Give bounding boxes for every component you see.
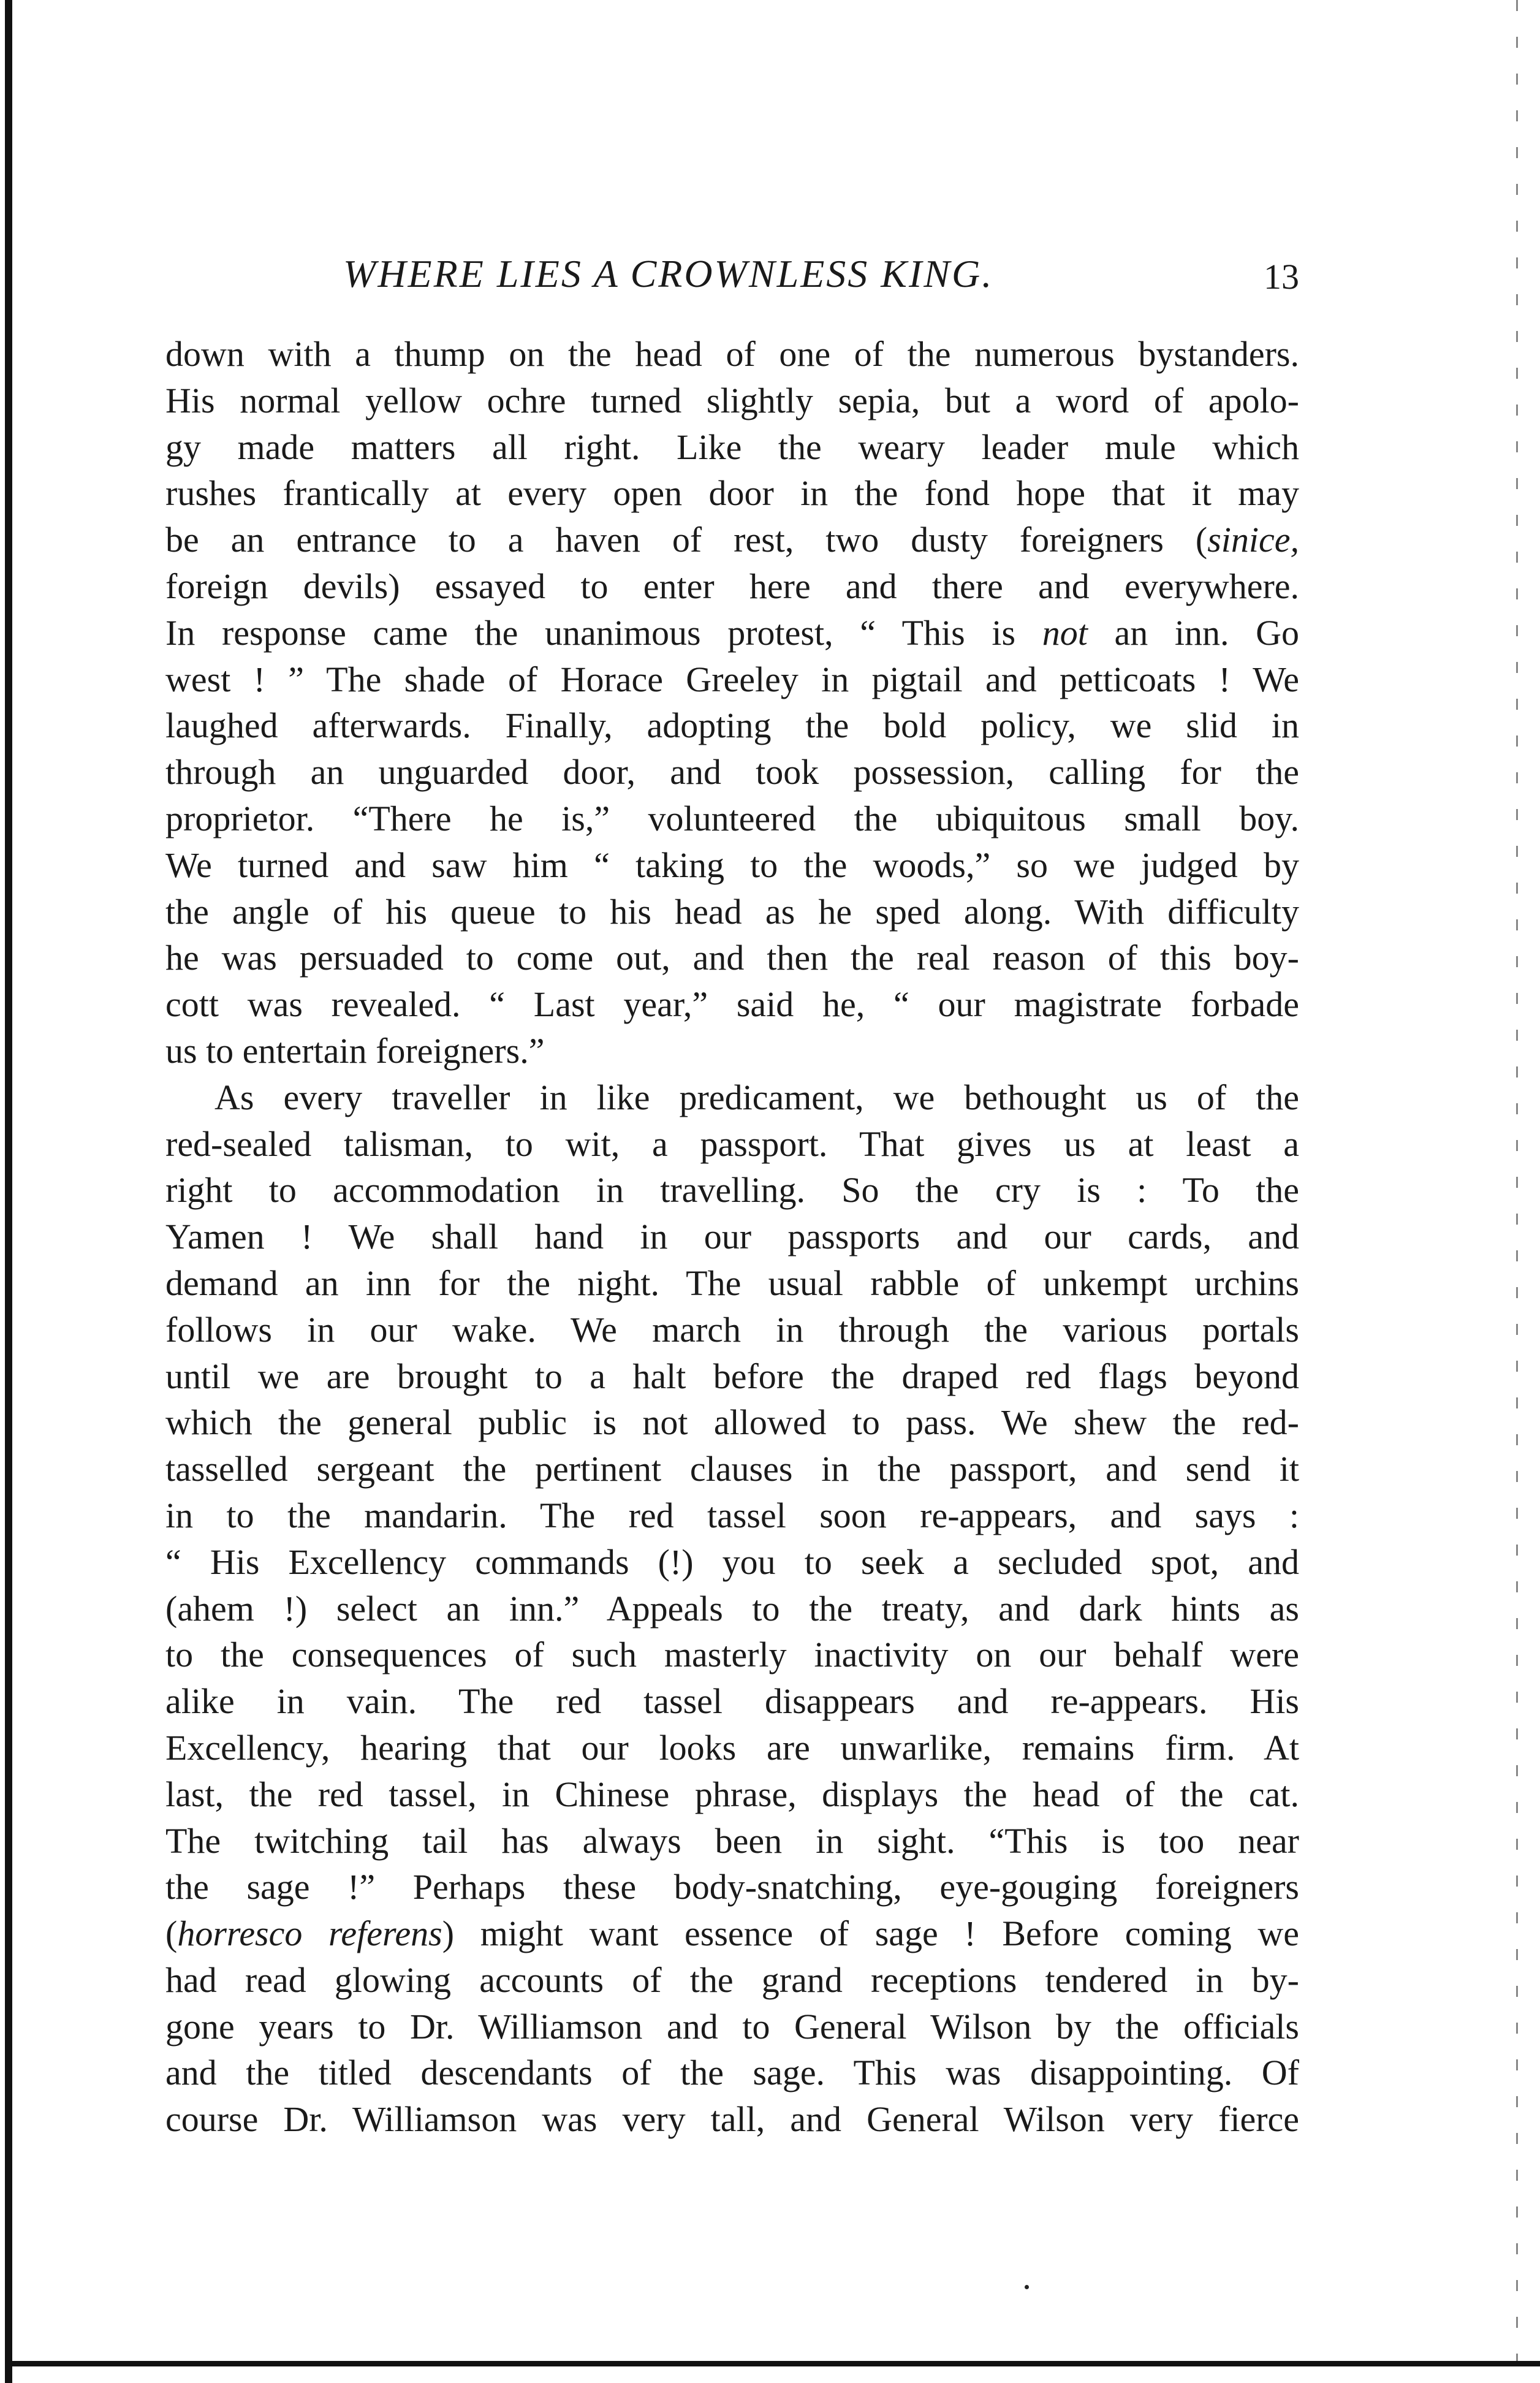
text-line: We turned and saw him “ taking to the woods,” so we judged by [165,845,1299,885]
italic-phrase: horresco referens [177,1914,442,1954]
text-line: “ His Excellency commands (!) you to seek a secluded spot, and [165,1541,1299,1582]
scan-border-left [5,0,12,2383]
running-title: WHERE LIES A CROWNLESS KING. [343,252,994,295]
text-line [165,610,1299,656]
ink-speck [1025,2285,1029,2289]
text-line: gone years to Dr. Williamson and to General Wilson by the officials [165,2006,1299,2047]
text-line: the sage !” Perhaps these body-snatching, eye-gouging foreigners [165,1867,1299,1907]
text-line: us to entertain foreigners.” [165,1030,545,1071]
text-line: gy made matters all right. Like the weary leader mule which [165,427,1299,467]
text-line: and the titled descendants of the sage. This was disappointing. Of [165,2053,1299,2093]
scan-border-bottom [5,2361,1540,2366]
text-line: demand an inn for the night. The usual rabble of unkempt urchins [165,1263,1299,1303]
text-line: course Dr. Williamson was very tall, and General Wilson very fierce [165,2099,1299,2140]
text-line: west ! ” The shade of Horace Greeley in pigtail and petticoats ! We [165,659,1299,699]
text-line: rushes frantically at every open door in the fond hope that it may [165,473,1299,514]
text-line: to the consequences of such masterly inactivity on our behalf were [165,1635,1299,1675]
text-line: His normal yellow ochre turned slightly sepia, but a word of apolo- [165,380,1299,420]
running-head [165,251,1299,306]
text-fragment: an inn. Go [1087,612,1299,653]
text-line: until we are brought to a halt before the draped red flags beyond [165,1356,1299,1396]
italic-word: not [1042,612,1088,653]
text-line: (ahem !) select an inn.” Appeals to the treaty, and dark hints as [165,1588,1299,1629]
text-line: which the general public is not allowed to pass. We shew the red- [165,1402,1299,1443]
text-line: Excellency, hearing that our looks are unwarlike, remains firm. At [165,1727,1299,1768]
text-line: right to accommodation in travelling. So the cry is : To the [165,1170,1299,1211]
text-line: follows in our wake. We march in through the various portals [165,1309,1299,1350]
text-fragment: In response came the unanimous protest, “ This is [165,612,1042,653]
text-line: in to the mandarin. The red tassel soon re-appears, and says : [165,1495,1299,1535]
text-line: down with a thump on the head of one of the numerous bystanders. [165,334,1299,374]
text-line: alike in vain. The red tassel disappears and re-appears. His [165,1681,1299,1722]
text-line: cott was revealed. “ Last year,” said he, “ our magistrate forbade [165,984,1299,1025]
page-number: 13 [1264,257,1299,297]
text-line: foreign devils) essayed to enter here and there and everywhere. [165,566,1299,606]
text-line: tasselled sergeant the pertinent clauses in the passport, and send it [165,1449,1299,1489]
text-line: laughed afterwards. Finally, adopting the bold policy, we slid in [165,705,1299,746]
text-line: through an unguarded door, and took possession, calling for the [165,752,1299,792]
text-line: proprietor. “There he is,” volunteered the ubiquitous small boy. [165,798,1299,838]
text-fragment: be an entrance to a haven of rest, two dusty foreigners ( [165,520,1208,560]
text-line: last, the red tassel, in Chinese phrase, displays the head of the cat. [165,1774,1299,1814]
text-line: Yamen ! We shall hand in our passports and our cards, and [165,1217,1299,1257]
text-line: had read glowing accounts of the grand receptions tendered in by- [165,1959,1299,2000]
text-line: he was persuaded to come out, and then the real reason of this boy- [165,938,1299,978]
text-line: The twitching tail has always been in sight. “This is too near [165,1820,1299,1861]
text-line: red-sealed talisman, to wit, a passport. That gives us at least a [165,1123,1299,1164]
text-line: the angle of his queue to his head as he sped along. With difficulty [165,891,1299,932]
text-fragment: ( [165,1914,178,1954]
text-fragment: ) might want essence of sage ! Before coming we [442,1914,1299,1954]
text-line [165,517,1299,563]
text-line: As every traveller in like predicament, we bethought us of the [214,1077,1299,1117]
text-line [165,1910,1299,1957]
body-text [165,331,1299,2143]
scan-border-right [1516,0,1518,2366]
italic-word: sinice, [1207,520,1299,560]
